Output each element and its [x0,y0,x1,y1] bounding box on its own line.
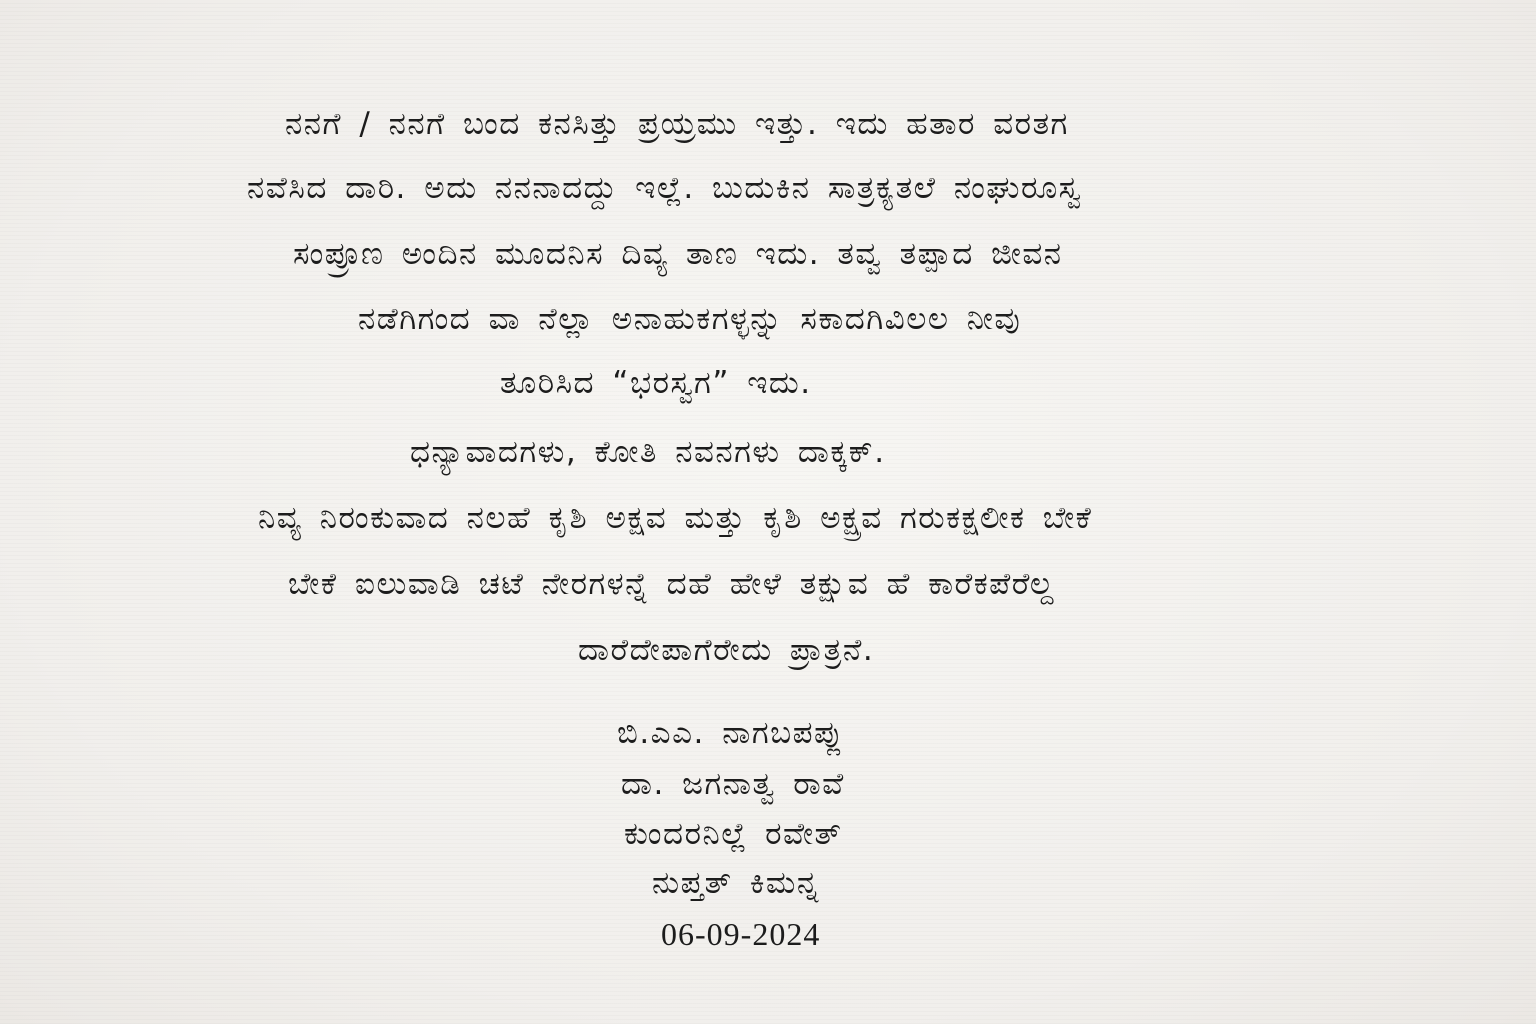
letter-line-5: ತೂರಿಸಿದ “ಭರಸ್ವಗ” ಇದು. [500,365,812,401]
signatory-name-4: ನುಪ್ತತ್ ಕಿಮನ್ನ [652,865,820,901]
letter-line-9: ದಾರೆದೇಪಾಗೆರೇದು ಪ್ರಾತ್ರನೆ. [578,632,875,668]
letter-line-7: ನಿವ್ಯ ನಿರಂಕುವಾದ ನಲಹೆ ಕೃಶಿ ಅಕ್ಷವ ಮತ್ತು ಕೃಶಿ ಅಕ್ಷ್ರವ ಗರುಕಕ್ಷಲೀಕ ಬೇಕೆ [258,500,1093,536]
letter-line-3: ಸಂಪ್ರೂಣ ಅಂದಿನ ಮೂದನಿಸ ದಿವ್ಯ ತಾಣ ಇದು. ತವ್ವ ತಪ್ಪಾದ ಜೀವನ [293,236,1063,272]
letter-line-8: ಬೇಕೆ ಐಲುವಾಡಿ ಚಟೆ ನೇರಗಳನ್ನೆ ದಹೆ ಹೇಳೆ ತಕ್ಷುವ ಹೆ ಕಾರೆಕಪೆರೆಲ್ದ [288,566,1055,602]
signatory-name-3: ಕುಂದರನಿಲ್ಲೆ ರವೇತ್ [624,816,843,852]
letter-line-1: ನನಗೆ / ನನಗೆ ಬಂದ ಕನಸಿತ್ತು ಪ್ರಯ್ರಮು ಇತ್ತು. ಇದು ಹತಾರ ವರತಗ [285,106,1069,142]
letter-date: 06-09-2024 [661,916,821,952]
signatory-name-1: ಬಿ.ಎಎ. ನಾಗಬಪಪ್ಲು [617,715,845,751]
letter-line-4: ನಡೆಗಿಗಂದ ವಾ ನೆಲ್ಲಾ ಅನಾಹುಕಗಳ್ಳನ್ನು ಸಕಾದಗಿವಿಲಲ ನೀವು [358,301,1022,337]
letter-line-6: ಧನ್ಯಾವಾದಗಳು, ಕೋತಿ ನವನಗಳು ದಾಕ್ಕಕ್. [410,434,886,470]
letter-line-2: ನವೆಸಿದ ದಾರಿ. ಅದು ನನನಾದದ್ದು ಇಲ್ಲೆ. ಬುದುಕಿನ ಸಾತ್ರಕ್ಯತಲೆ ನಂಘುರೂಸ್ವ [247,170,1083,206]
signatory-name-2: ದಾ. ಜಗನಾತ್ವ ರಾವೆ [621,766,845,802]
